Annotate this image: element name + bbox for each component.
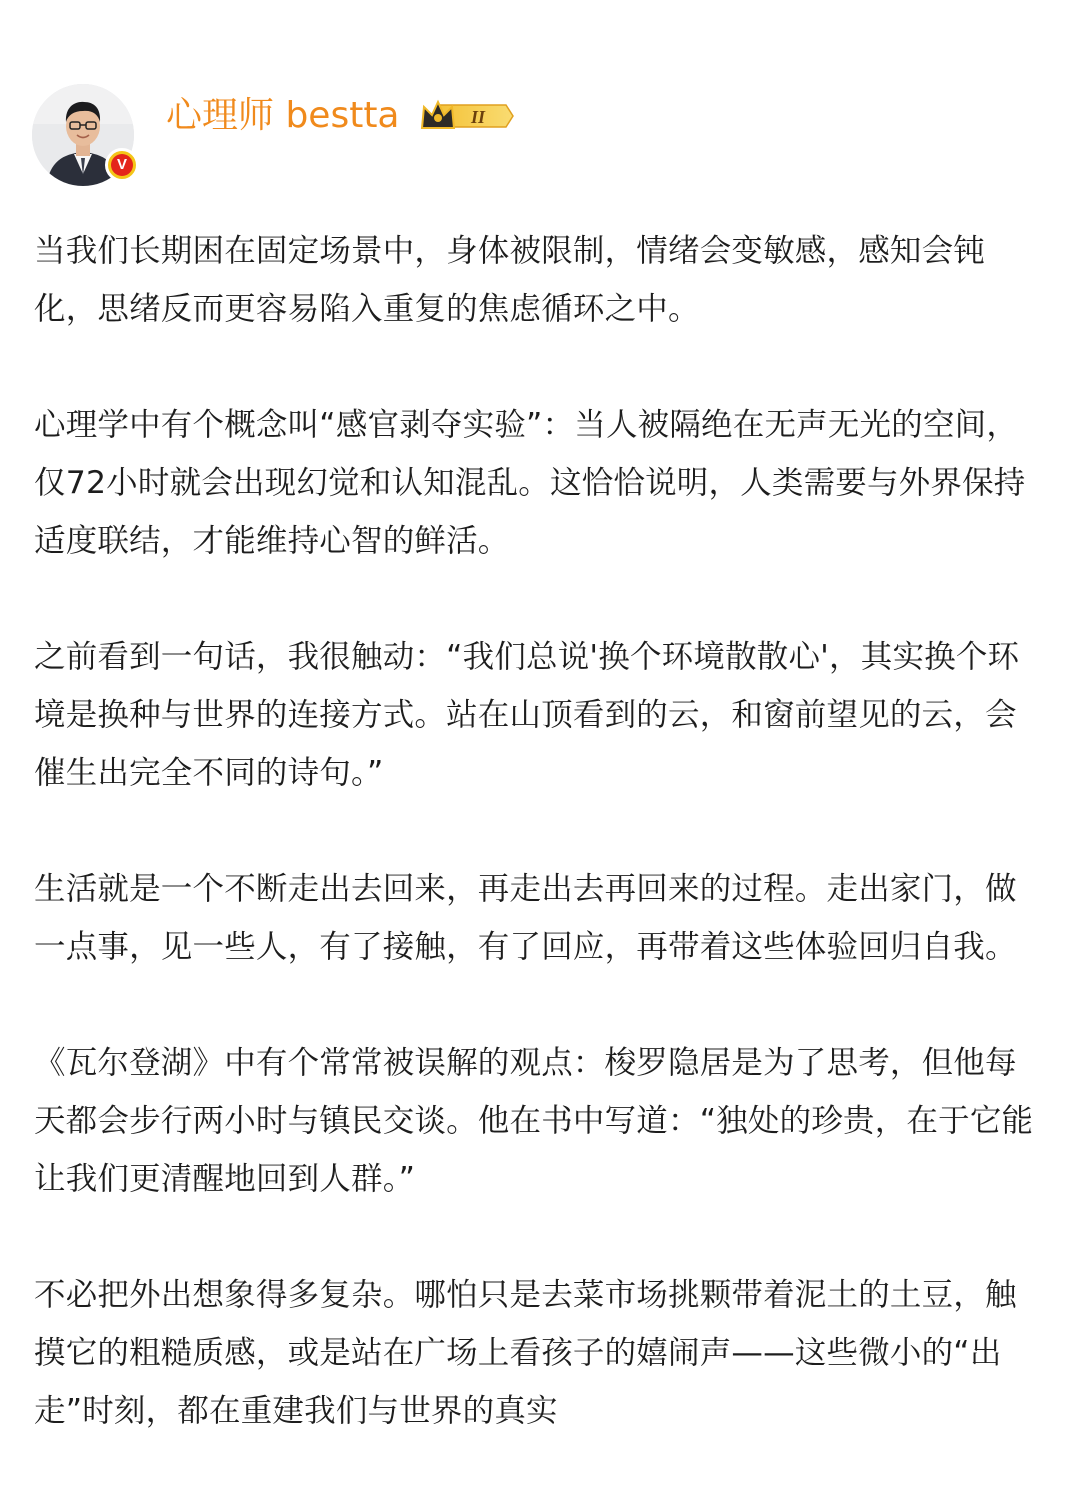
paragraph-2: 心理学中有个概念叫“感官剥夺实验”：当人被隔绝在无声无光的空间，仅72小时就会出现幻觉和认知混乱。这恰恰说明，人类需要与外界保持适度联结，才能维持心智的鲜活。 (34, 407, 1026, 559)
paragraph-6: 不必把外出想象得多复杂。哪怕只是去菜市场挑颗带着泥土的土豆，触摸它的粗糙质感，或是站在广场上看孩子的嬉闹声——这些微小的“出走”时刻，都在重建我们与世界的真实 (34, 1277, 1017, 1429)
paragraph-5: 《瓦尔登湖》中有个常常被误解的观点：梭罗隐居是为了思考，但他每天都会步行两小时与镇民交谈。他在书中写道：“独处的珍贵，在于它能让我们更清醒地回到人群。” (34, 1045, 1034, 1197)
paragraph-1: 当我们长期困在固定场景中，身体被限制，情绪会变敏感，感知会钝化，思绪反而更容易陷入重复的焦虑循环之中。 (34, 233, 986, 327)
post-header (32, 84, 1032, 188)
level-label: II (470, 107, 486, 127)
username[interactable]: 心理师 bestta (166, 95, 400, 136)
verified-icon (105, 148, 139, 182)
paragraph-3: 之前看到一句话，我很触动：“我们总说'换个环境散散心'，其实换个环境是换种与世界的连接方式。站在山顶看到的云，和窗前望见的云，会催生出完全不同的诗句。” (34, 639, 1020, 791)
post-content (34, 222, 1034, 1494)
verified-label: V (111, 154, 133, 176)
crown-level-badge-icon[interactable] (420, 98, 514, 134)
paragraph-4: 生活就是一个不断走出去回来，再走出去再回来的过程。走出家门，做一点事，见一些人，有了接触，有了回应，再带着这些体验回归自我。 (34, 871, 1017, 965)
